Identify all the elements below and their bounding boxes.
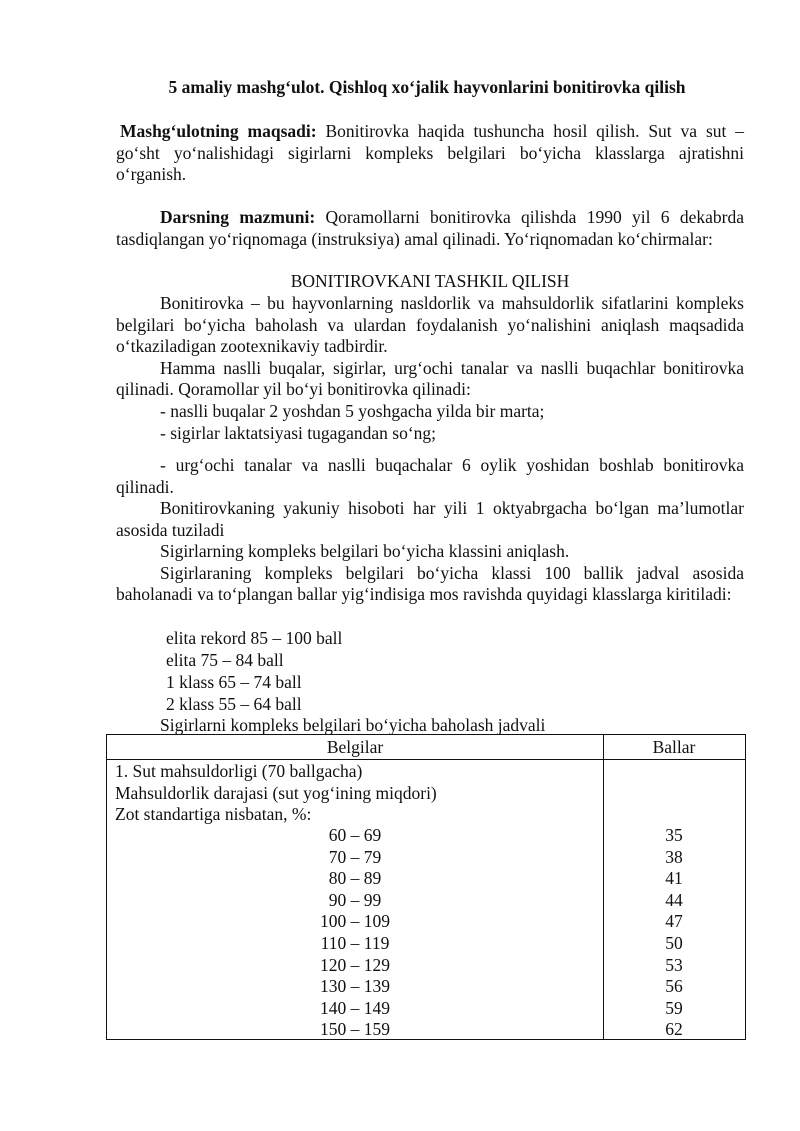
table-intro-line-3: Zot standartiga nisbatan, %:: [115, 804, 312, 824]
table-row-range: 100 – 109: [320, 911, 390, 932]
table-row-range: 140 – 149: [320, 997, 390, 1018]
table-row-range: 80 – 89: [328, 868, 382, 889]
table-row-score: 35: [665, 825, 683, 845]
table-row-range: 150 – 159: [320, 1019, 390, 1040]
table-row-range: 70 – 79: [328, 846, 382, 867]
class-item-2-klass: 2 klass 55 – 64 ball: [166, 694, 302, 714]
paragraph-2: Hamma naslli buqalar, sigirlar, urg‘ochi tanalar va naslli buqachlar bonitirovka qilinadi. Qoramollar yil bo‘yi bonitirovka qilinadi:: [116, 357, 744, 399]
table-row-score: 38: [665, 846, 683, 867]
header-belgilar: Belgilar: [326, 737, 384, 757]
purpose-paragraph: [116, 121, 744, 186]
bullet-3: - urg‘ochi tanalar va naslli buqachalar 6 oylik yoshidan boshlab bonitirovka qilinadi.: [116, 455, 744, 497]
table-intro-line-1: 1. Sut mahsuldorligi (70 ballgacha): [115, 761, 363, 781]
bullet-2: - sigirlar laktatsiyasi tugagandan so‘ng;: [160, 423, 437, 443]
content-label: Darsning mazmuni:: [160, 207, 316, 227]
table-row-score: 62: [665, 1019, 683, 1040]
class-heading: Sigirlarning kompleks belgilari bo‘yicha klassini aniqlash.: [160, 541, 570, 561]
table-header-divider: [107, 759, 745, 760]
bullet-1: - naslli buqalar 2 yoshdan 5 yoshgacha yilda bir marta;: [160, 401, 545, 421]
header-ballar: Ballar: [652, 737, 696, 757]
table-row-score: 59: [665, 997, 683, 1018]
content-text: Qoramollarni bonitirovka qilishda 1990 yil 6 dekabrda tasdiqlangan yo‘riqnomaga (instruksiya) amal qilinadi. Yo‘riqnomadan ko‘chirmalar:: [116, 207, 744, 249]
scoring-table: [106, 734, 746, 1040]
table-row-score: 47: [665, 911, 683, 932]
content-paragraph: [116, 207, 744, 250]
class-item-elita: elita 75 – 84 ball: [166, 650, 284, 670]
table-row-range: 60 – 69: [328, 825, 382, 845]
table-caption: Sigirlarni kompleks belgilari bo‘yicha baholash jadvali: [160, 715, 546, 735]
table-intro-line-2: Mahsuldorlik darajasi (sut yog‘ining miqdori): [115, 783, 437, 803]
class-item-1-klass: 1 klass 65 – 74 ball: [166, 672, 302, 692]
class-paragraph: Sigirlaraning kompleks belgilari bo‘yicha klassi 100 ballik jadval asosida baholanadi va to‘plangan ballar yig‘indisiga mos ravishda quyidagi klasslarga kiritiladi:: [116, 562, 744, 604]
table-row-score: 53: [665, 954, 683, 975]
table-row-score: 44: [665, 889, 683, 910]
table-row-range: 130 – 139: [320, 976, 390, 997]
table-row-score: 50: [665, 933, 683, 953]
table-row-range: 110 – 119: [320, 933, 390, 953]
class-item-elita-rekord: elita rekord 85 – 100 ball: [166, 628, 343, 648]
table-row-score: 41: [665, 868, 683, 889]
purpose-label: Mashg‘ulotning maqsadi:: [120, 121, 317, 141]
report-paragraph: Bonitirovkaning yakuniy hisoboti har yili 1 oktyabrgacha bo‘lgan ma’lumotlar asosida tuziladi: [116, 498, 744, 540]
table-row-score: 56: [665, 976, 683, 997]
page-title: 5 amaliy mashg‘ulot. Qishloq xo‘jalik hayvonlarini bonitirovka qilish: [168, 77, 686, 97]
later-paragraphs: [116, 455, 744, 606]
definition-paragraph: [116, 293, 744, 401]
purpose-text: Bonitirovka haqida tushuncha hosil qilish. Sut va sut – go‘sht yo‘nalishidagi sigirlarni kompleks belgilari bo‘yicha klasslarga ajratishni o‘rganish.: [116, 121, 744, 184]
paragraph-1: Bonitirovka – bu hayvonlarning nasldorlik va mahsuldorlik sifatlarini kompleks belgilari bo‘yicha baholash va ulardan foydalanish yo‘nalishini aniqlash maqsadida o‘tkaziladigan zootexnikaviy tadbirdir.: [116, 293, 744, 356]
table-row-range: 90 – 99: [328, 889, 382, 910]
table-row-range: 120 – 129: [320, 954, 390, 975]
section-heading: BONITIROVKANI TASHKIL QILISH: [290, 271, 570, 291]
